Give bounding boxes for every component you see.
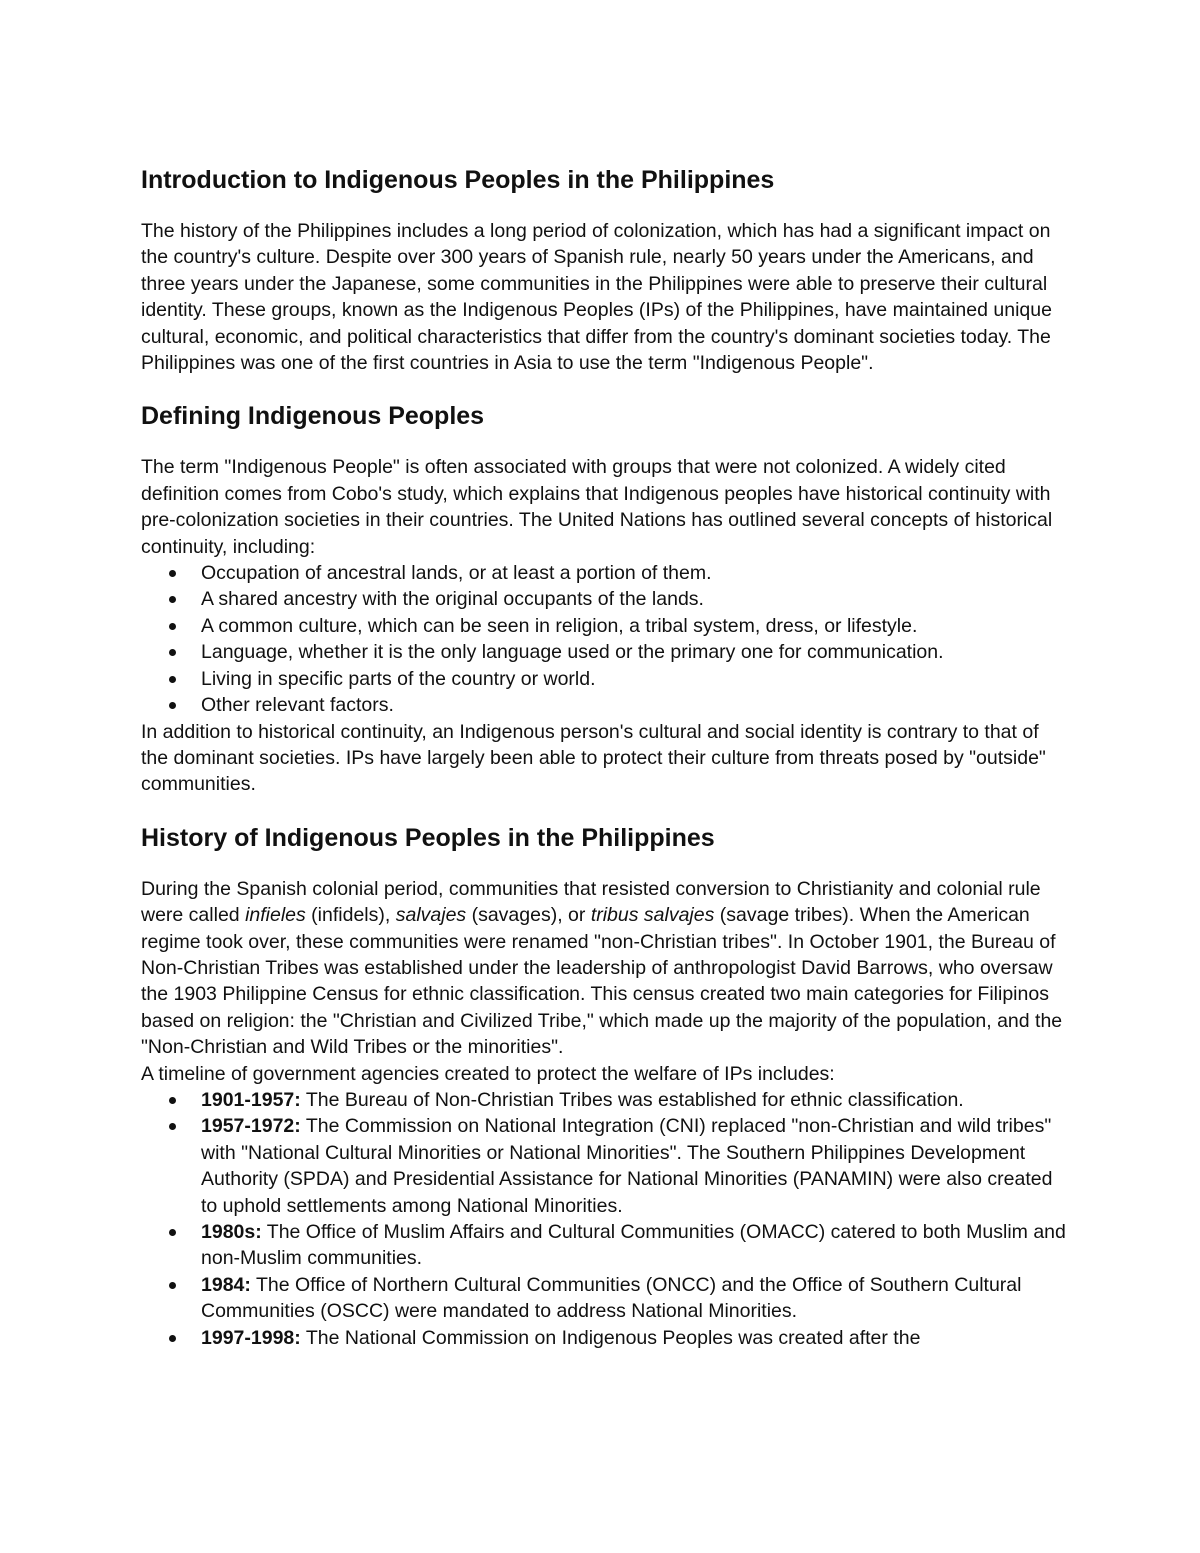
bullet-icon <box>169 596 176 603</box>
term-tribus-salvajes: tribus salvajes <box>590 904 715 927</box>
introduction-paragraph: The history of the Philippines includes a long period of colonization, which has had a significant impact on the country's culture. Despite over 300 years of Spanish rule, nearly 50 years under the Americans, and three years under the Japanese, some communities in the Philippines were able to preserve their cultural identity. These groups, known as the Indigenous Peoples (IPs) of the Philippines, have maintained unique cultural, economic, and political characteristics that differ from the country's dominant societies today. The Philippines was one of the first countries in Asia to use the term "Indigenous People". <box>141 220 1052 375</box>
bullet-icon <box>169 1097 176 1104</box>
list-item: A common culture, which can be seen in religion, a tribal system, dress, or lifestyle. <box>141 613 1066 639</box>
document-body <box>141 162 1066 1351</box>
list-item: Other relevant factors. <box>141 692 1066 718</box>
timeline-year: 1984: <box>201 1273 251 1296</box>
defining-closing-paragraph: In addition to historical continuity, an Indigenous person's cultural and social identity is contrary to that of the dominant societies. IPs have largely been able to protect their culture from threats posed by "outside" communities. <box>141 720 1046 796</box>
section-heading-introduction: Introduction to Indigenous Peoples in the Philippines <box>141 166 775 194</box>
bullet-icon <box>169 570 176 577</box>
term-salvajes: salvajes <box>395 904 467 927</box>
bullet-icon <box>169 623 176 630</box>
timeline-bullet-list <box>141 1087 1066 1351</box>
timeline-year: 1997-1998: <box>201 1326 301 1349</box>
history-paragraph: During the Spanish colonial period, communities that resisted conversion to Christianity and colonial rule were called infieles (infidels), salvajes (savages), or tribus salvajes (savage tribes). When the American regime took over, these communities were renamed "non-Christian tribes". In October 1901, the Bureau of Non-Christian Tribes was established under the leadership of anthropologist David Barrows, who oversaw the 1903 Philippine Census for ethnic classification. This census created two main categories for Filipinos based on religion: the "Christian and Civilized Tribe," which made up the majority of the population, and the "Non-Christian and Wild Tribes or the minorities". <box>141 877 1063 1059</box>
bullet-icon <box>169 1282 176 1289</box>
timeline-year: 1980s: <box>201 1221 262 1243</box>
timeline-intro: A timeline of government agencies created to protect the welfare of IPs includes: <box>141 1062 835 1085</box>
section-heading-defining: Defining Indigenous Peoples <box>141 402 485 431</box>
list-item: Language, whether it is the only language used or the primary one for communication. <box>141 639 1066 665</box>
list-item: Living in specific parts of the country or world. <box>141 666 1066 692</box>
defining-intro-paragraph: The term "Indigenous People" is often associated with groups that were not colonized. A widely cited definition comes from Cobo's study, which explains that Indigenous peoples have historical continuity with pre-colonization societies in their countries. The United Nations has outlined several concepts of historical continuity, including: <box>141 456 1053 558</box>
term-infieles: infieles <box>245 904 306 927</box>
timeline-item: 1957-1972: The Commission on National Integration (CNI) replaced "non-Christian and wild tribes" with "National Cultural Minorities or National Minorities". The Southern Philippines Development Authority (SPDA) and Presidential Assistance for National Minorities (PANAMIN) were also created to uphold settlements among National Minorities. <box>141 1113 1066 1219</box>
bullet-icon <box>169 676 176 683</box>
bullet-icon <box>169 1335 176 1342</box>
timeline-year: 1901-1957: <box>201 1088 301 1111</box>
timeline-item: 1901-1957: The Bureau of Non-Christian Tribes was established for ethnic classification. <box>141 1087 1066 1113</box>
bullet-icon <box>169 1123 176 1130</box>
timeline-year: 1957-1972: <box>201 1115 301 1138</box>
bullet-icon <box>169 1229 176 1236</box>
list-item: Occupation of ancestral lands, or at least a portion of them. <box>141 560 1066 586</box>
timeline-item: 1980s: The Office of Muslim Affairs and Cultural Communities (OMACC) catered to both Muslim and non-Muslim communities. <box>141 1219 1066 1272</box>
list-item: A shared ancestry with the original occupants of the lands. <box>141 586 1066 612</box>
bullet-icon <box>169 649 176 656</box>
timeline-item: 1984: The Office of Northern Cultural Communities (ONCC) and the Office of Southern Cultural Communities (OSCC) were mandated to address National Minorities. <box>141 1272 1066 1325</box>
continuity-bullet-list <box>141 560 1066 718</box>
bullet-icon <box>169 702 176 709</box>
section-heading-history: History of Indigenous Peoples in the Philippines <box>141 823 715 852</box>
timeline-item: 1997-1998: The National Commission on Indigenous Peoples was created after the <box>141 1325 1066 1351</box>
